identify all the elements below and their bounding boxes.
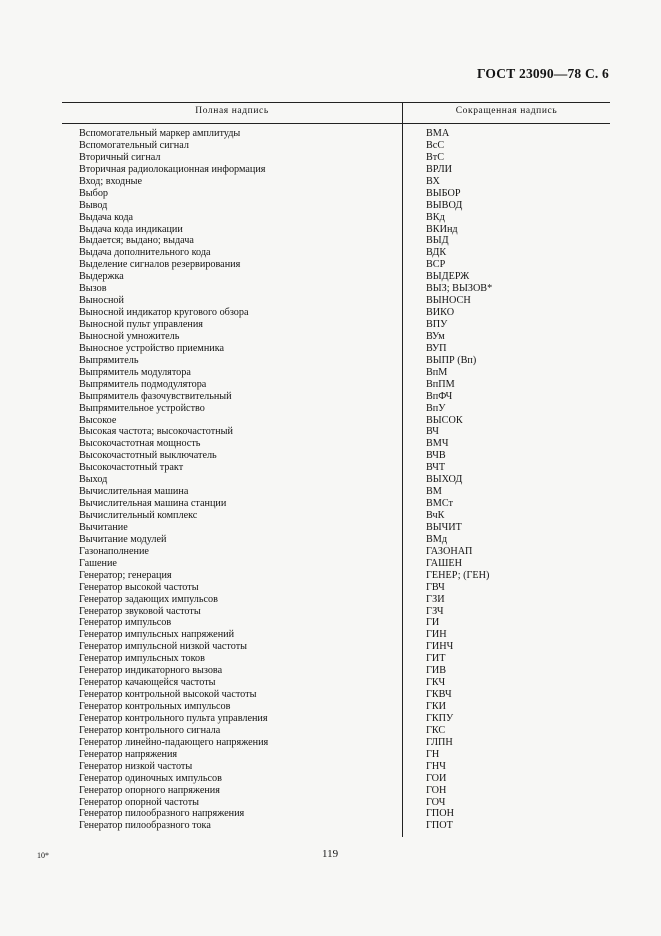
abbreviation: ВКд	[426, 211, 445, 223]
table-row	[0, 474, 661, 486]
abbreviation: ВСР	[426, 259, 446, 271]
full-label: Генератор; генерация	[79, 569, 172, 581]
full-label: Газонаполнение	[79, 545, 149, 557]
abbreviation: ГНЧ	[426, 760, 446, 772]
abbreviation: ГПОН	[426, 808, 454, 820]
table-row	[0, 820, 661, 832]
table-row	[0, 498, 661, 510]
full-label: Генератор импульсных токов	[79, 653, 205, 665]
table-row	[0, 486, 661, 498]
table-row	[0, 606, 661, 618]
table-row	[0, 522, 661, 534]
full-label: Выдается; выдано; выдача	[79, 235, 194, 247]
full-label: Генератор одиночных импульсов	[79, 772, 222, 784]
full-label: Выпрямитель	[79, 354, 139, 366]
full-label: Генератор пилообразного тока	[79, 820, 211, 832]
abbreviation: ГАЗОНАП	[426, 545, 473, 557]
abbreviation: ГКИ	[426, 701, 447, 712]
full-label: Вычислительная машина станции	[79, 498, 227, 510]
abbreviation: ВЫБОР	[426, 187, 461, 199]
full-label: Вызов	[79, 283, 107, 295]
abbreviation: ГЗИ	[426, 593, 445, 605]
abbreviation: ВпМ	[426, 366, 448, 378]
abbreviation: ГЛПН	[426, 736, 453, 748]
full-label: Генератор задающих импульсов	[79, 593, 218, 605]
abbreviation: ВЫВОД	[426, 199, 463, 211]
full-label: Генератор низкой частоты	[79, 760, 193, 772]
table-row	[0, 152, 661, 164]
table-row	[0, 701, 661, 713]
abbreviation: ВпПМ	[426, 378, 455, 390]
table-top-rule	[62, 102, 610, 103]
full-label: Выдача кода индикации	[79, 223, 183, 235]
abbreviation: ГКПУ	[426, 712, 454, 724]
table-row	[0, 283, 661, 295]
abbreviation: ВпФЧ	[426, 390, 453, 402]
table-row	[0, 212, 661, 224]
table-row	[0, 641, 661, 653]
full-label: Вычислительный комплекс	[79, 510, 198, 521]
table-row	[0, 367, 661, 379]
table-row	[0, 140, 661, 152]
full-label: Выдержка	[79, 271, 124, 283]
full-label: Генератор контрольных импульсов	[79, 701, 231, 712]
full-label: Выпрямитель фазочувствительный	[79, 390, 232, 402]
table-row	[0, 247, 661, 259]
table-row	[0, 415, 661, 427]
full-label: Выпрямитель модулятора	[79, 366, 191, 378]
table-row	[0, 629, 661, 641]
table-row	[0, 331, 661, 343]
table-row	[0, 235, 661, 247]
abbreviation: ВтС	[426, 151, 445, 163]
abbreviation: ВМЧ	[426, 438, 449, 450]
full-label: Выносной индикатор кругового обзора	[79, 307, 249, 319]
full-label: Выдача дополнительного кода	[79, 247, 211, 259]
abbreviation: ВЫД	[426, 235, 449, 247]
full-label: Выделение сигналов резервирования	[79, 259, 241, 271]
table-header-rule	[62, 123, 610, 124]
full-label: Вывод	[79, 199, 108, 211]
table-row	[0, 713, 661, 725]
abbreviation: ВМд	[426, 533, 448, 545]
table-row	[0, 403, 661, 415]
abbreviation: ВХ	[426, 175, 440, 187]
full-label: Выносной умножитель	[79, 330, 180, 342]
page-header-title: ГОСТ 23090—78 С. 6	[476, 66, 609, 81]
table-row	[0, 164, 661, 176]
abbreviation: ВчК	[426, 510, 445, 521]
abbreviation: ГИНЧ	[426, 641, 454, 653]
full-label: Вторичная радиолокационная информация	[79, 163, 266, 175]
abbreviation: ГКЧ	[426, 677, 446, 689]
table-row	[0, 761, 661, 773]
table-row	[0, 785, 661, 797]
full-label: Выбор	[79, 187, 109, 199]
table-row	[0, 224, 661, 236]
table-row	[0, 450, 661, 462]
abbreviation: ВЧВ	[426, 450, 446, 462]
abbreviation: ГКС	[426, 724, 446, 736]
table-row	[0, 737, 661, 749]
abbreviation: ГИВ	[426, 665, 447, 677]
full-label: Генератор напряжения	[79, 748, 178, 760]
table-row	[0, 725, 661, 737]
abbreviation: ВМСт	[426, 498, 453, 510]
abbreviation: ВДК	[426, 247, 447, 259]
table-row	[0, 534, 661, 546]
table-row	[0, 271, 661, 283]
column-header-abbr: Сокращенная надпись	[455, 106, 558, 116]
table-row	[0, 200, 661, 212]
table-row	[0, 546, 661, 558]
full-label: Выдача кода	[79, 211, 134, 223]
full-label: Выпрямительное устройство	[79, 402, 205, 414]
abbreviation: ВУП	[426, 342, 447, 354]
table-row	[0, 176, 661, 188]
full-label: Генератор индикаторного вызова	[79, 665, 223, 677]
table-row	[0, 259, 661, 271]
full-label: Высокочастотный выключатель	[79, 450, 217, 462]
table-row	[0, 570, 661, 582]
table-row	[0, 689, 661, 701]
full-label: Высокое	[79, 414, 117, 426]
full-label: Вспомогательный сигнал	[79, 139, 189, 151]
abbreviation: ГИТ	[426, 653, 446, 665]
page-number: 119	[322, 848, 339, 860]
table-row	[0, 379, 661, 391]
table-row	[0, 808, 661, 820]
full-label: Генератор контрольного пульта управления	[79, 712, 268, 724]
table-row	[0, 319, 661, 331]
table-row	[0, 510, 661, 522]
full-label: Выносной пульт управления	[79, 319, 203, 330]
full-label: Генератор высокой частоты	[79, 581, 199, 593]
table-row	[0, 797, 661, 809]
table-row	[0, 355, 661, 367]
table-row	[0, 773, 661, 785]
full-label: Выход	[79, 474, 108, 486]
table-row	[0, 582, 661, 594]
full-label: Генератор импульсных напряжений	[79, 629, 235, 641]
full-label: Генератор импульсной низкой частоты	[79, 641, 247, 653]
full-label: Вторичный сигнал	[79, 151, 161, 163]
abbreviation: ГИ	[426, 617, 440, 629]
full-label: Высокочастотная мощность	[79, 438, 201, 450]
table-row	[0, 653, 661, 665]
abbreviation: ВЫДЕРЖ	[426, 271, 470, 283]
table-row	[0, 749, 661, 761]
full-label: Генератор импульсов	[79, 617, 172, 629]
full-label: Генератор опорной частоты	[79, 796, 200, 808]
table-row	[0, 617, 661, 629]
table-row	[0, 594, 661, 606]
abbreviation: ВсС	[426, 139, 445, 151]
column-header-full: Полная надпись	[195, 106, 269, 116]
footnote-mark: 10*	[37, 851, 49, 860]
table-row	[0, 558, 661, 570]
table-row	[0, 462, 661, 474]
table-row	[0, 295, 661, 307]
abbreviation: ВЫЗ; ВЫЗОВ*	[426, 283, 493, 295]
full-label: Вычислительная машина	[79, 486, 189, 498]
full-label: Вспомогательный маркер амплитуды	[79, 128, 241, 139]
table-row	[0, 188, 661, 200]
table-row	[0, 426, 661, 438]
full-label: Генератор звуковой частоты	[79, 605, 201, 617]
abbreviation: ВЫЧИТ	[426, 521, 462, 533]
table-row	[0, 307, 661, 319]
abbreviation: ГКВЧ	[426, 689, 452, 701]
abbreviation: ВЧ	[426, 426, 439, 438]
abbreviation: ВИКО	[426, 307, 455, 319]
table-body	[0, 128, 661, 832]
abbreviation: ГЗЧ	[426, 605, 444, 617]
full-label: Генератор линейно-падающего напряжения	[79, 736, 269, 748]
table-row	[0, 128, 661, 140]
table-row	[0, 677, 661, 689]
abbreviation: ГИН	[426, 629, 447, 641]
abbreviation: ГЕНЕР; (ГЕН)	[426, 569, 490, 581]
abbreviation: ВКИнд	[426, 223, 458, 235]
abbreviation: ГВЧ	[426, 581, 445, 593]
abbreviation: ВУм	[426, 330, 445, 342]
abbreviation: ВЫПР (Вп)	[426, 354, 477, 366]
table-row	[0, 438, 661, 450]
full-label: Высокочастотный тракт	[79, 462, 184, 474]
full-label: Генератор пилообразного напряжения	[79, 808, 245, 820]
abbreviation: ВРЛИ	[426, 163, 452, 175]
abbreviation: ВМА	[426, 128, 450, 139]
abbreviation: ВЫХОД	[426, 474, 463, 486]
full-label: Гашение	[79, 557, 117, 569]
abbreviation: ГОН	[426, 784, 447, 796]
full-label: Вычитание модулей	[79, 533, 167, 545]
abbreviation: ВМ	[426, 486, 442, 498]
abbreviation: ВПУ	[426, 319, 448, 330]
abbreviation: ГПОТ	[426, 820, 453, 832]
abbreviation: ГН	[426, 748, 440, 760]
full-label: Выносной	[79, 295, 124, 307]
full-label: Выпрямитель подмодулятора	[79, 378, 207, 390]
abbreviation: ВЫНОСН	[426, 295, 471, 307]
full-label: Генератор качающейся частоты	[79, 677, 216, 689]
full-label: Высокая частота; высокочастотный	[79, 426, 233, 438]
table-row	[0, 665, 661, 677]
abbreviation: ГОЧ	[426, 796, 446, 808]
abbreviation: ГОИ	[426, 772, 447, 784]
full-label: Генератор опорного напряжения	[79, 784, 220, 796]
full-label: Выносное устройство приемника	[79, 342, 225, 354]
abbreviation: ВЧТ	[426, 462, 446, 474]
abbreviation: ВЫСОК	[426, 414, 463, 426]
abbreviation: ГАШЕН	[426, 557, 462, 569]
table-row	[0, 391, 661, 403]
full-label: Вычитание	[79, 521, 128, 533]
full-label: Вход; входные	[79, 175, 143, 187]
full-label: Генератор контрольного сигнала	[79, 724, 221, 736]
full-label: Генератор контрольной высокой частоты	[79, 689, 257, 701]
abbreviation: ВпУ	[426, 402, 446, 414]
table-row	[0, 343, 661, 355]
